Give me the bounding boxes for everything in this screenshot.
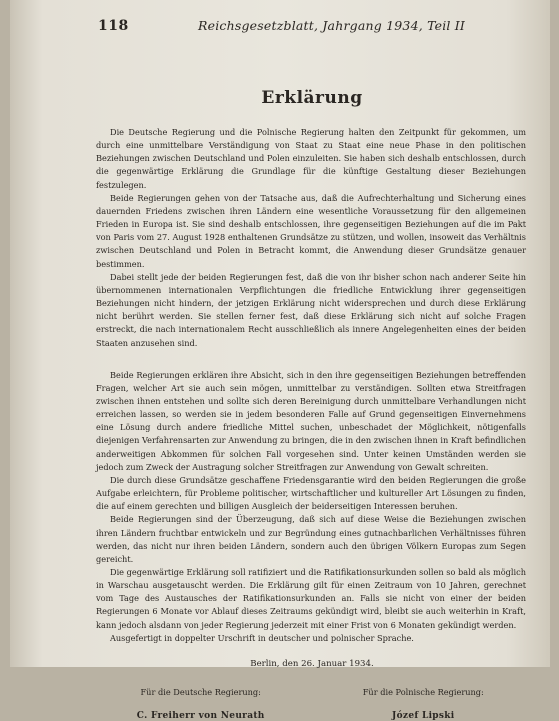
paragraph: Die Deutsche Regierung und die Polnische Regierung halten den Zeitpunkt für gekommen, um durch eine unmittelbare Verständigung von Staat zu Staat eine neue Phase in den politischen Beziehungen zwischen Deutschland und Polen einzuleiten. Sie haben sich deshalb entschlossen, durch die gegenwärtige Erklärung die Grundlage für die künftige Gestaltung dieser Beziehungen festzulegen. [96, 127, 526, 190]
signature-left-name: C. Freiherr von Neurath [136, 710, 265, 721]
signature-right-name: Józef Lipski [392, 710, 455, 721]
signature-block [98, 687, 526, 721]
signature-right [321, 687, 526, 721]
paragraph: Ausgefertigt in doppelter Urschrift in deutscher und polnischer Sprache. [110, 632, 414, 643]
signature-left [98, 687, 303, 721]
paragraph: Dabei stellt jede der beiden Regierungen fest, daß die von ihr bisher schon nach anderer Seite hin übernommenen internationalen Verpflichtungen die friedliche Entwicklung ihrer gegenseitigen Beziehungen nicht hindern, der jetzigen Erklärung nicht widersprechen und durch diese Erklärung nicht berührt werden. Sie stellen ferner fest, daß diese Erklärung sich nicht auf solche Fragen erstreckt, die nach internationalem Recht ausschließlich als innere Angelegenheiten eines der beiden Staaten anzusehen sind. [96, 271, 526, 348]
declaration-body [96, 126, 526, 645]
signature-left-for: Für die Deutsche Regierung: [140, 686, 261, 697]
document-page [10, 0, 550, 721]
place-date: Berlin, den 26. Januar 1934. [250, 658, 374, 669]
paragraph: Beide Regierungen erklären ihre Absicht, sich in den ihre gegenseitigen Beziehungen betreffenden Fragen, welcher Art sie auch sein mögen, unmittelbar zu verständigen. Sollten etwa Streitfragen zwischen ihnen entstehen und sollte sich deren Bereinigung durch unmittelbare Verhandlungen nicht erreichen lassen, so werden sie in jedem besonderen Falle auf Grund gegenseitigen Einvernehmens eine Lösung durch andere friedliche Mittel suchen, unbeschadet der Möglichkeit, nötigenfalls diejenigen Verfahrensarten zur Anwendung zu bringen, die in den zwischen ihnen in Kraft befindlichen anderweitigen Abkommen für solchen Fall vorgesehen sind. Unter keinen Umständen werden sie jedoch zum Zweck der Austragung solcher Streitfragen zur Anwendung von Gewalt schreiten. [96, 369, 526, 472]
paragraph: Die durch diese Grundsätze geschaffene Friedensgarantie wird den beiden Regierungen die große Aufgabe erleichtern, für Probleme politischer, wirtschaftlicher und kultureller Art Lösungen zu finden, die auf einem gerechten und billigen Ausgleich der beiderseitigen Interessen beruhen. [96, 474, 526, 512]
paragraph: Beide Regierungen sind der Überzeugung, daß sich auf diese Weise die Beziehungen zwischen ihren Ländern fruchtbar entwickeln und zur Begründung eines gutnachbarlichen Verhältnisses führen werden, das nicht nur ihren beiden Ländern, sondern auch den übrigen Völkern Europas zum Segen gereicht. [96, 514, 526, 564]
document-title: Erklärung [261, 88, 363, 108]
signature-right-for: Für die Polnische Regierung: [362, 686, 484, 697]
page-number: 118 [98, 18, 129, 34]
paragraph: Beide Regierungen gehen von der Tatsache aus, daß die Aufrechterhaltung und Sicherung eines dauernden Friedens zwischen ihren Ländern eine wesentliche Voraussetzung für den allgemeinen Frieden in Europa ist. Sie sind deshalb entschlossen, ihre gegenseitigen Beziehungen auf die im Pakt von Paris vom 27. August 1928 enthaltenen Grundsätze zu stützen, und wollen, insoweit das Verhältnis zwischen Deutschland und Polen in Betracht kommt, die Anwendung dieser Grundsätze genauer bestimmen. [96, 192, 526, 269]
paragraph: Die gegenwärtige Erklärung soll ratifiziert und die Ratifikationsurkunden sollen so bald als möglich in Warschau ausgetauscht werden. Die Erklärung gilt für einen Zeitraum von 10 Jahren, gerechnet vom Tage des Austausches der Ratifikationsurkunden an. Falls sie nicht von einer der beiden Regierungen 6 Monate vor Ablauf dieses Zeitraums gekündigt wird, bleibt sie auch weiterhin in Kraft, kann jedoch alsdann von jeder Regierung jederzeit mit einer Frist von 6 Monaten gekündigt werden. [96, 567, 526, 630]
running-head: Reichsgesetzblatt, Jahrgang 1934, Teil II [198, 18, 466, 33]
page-header [88, 0, 526, 48]
